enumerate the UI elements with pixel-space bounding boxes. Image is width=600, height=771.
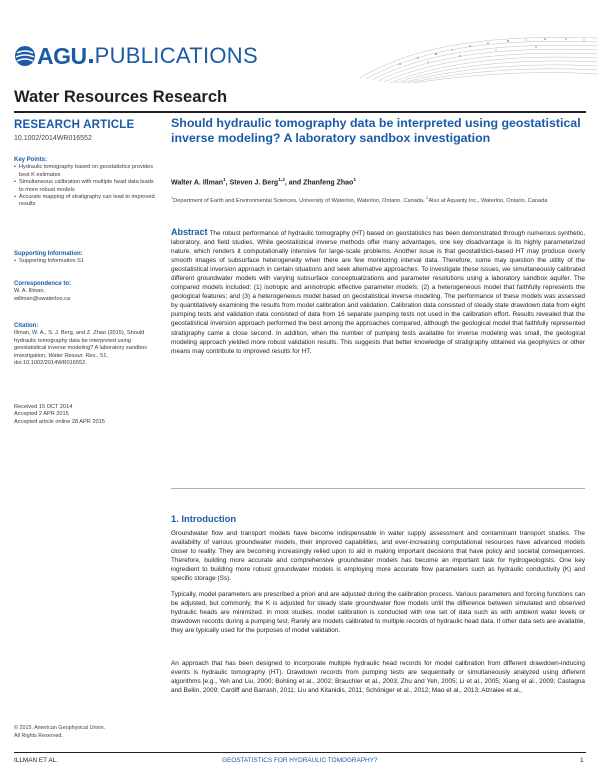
- author-affiliation-sup: 1,2: [278, 178, 285, 183]
- abstract: [171, 228, 585, 356]
- accepted-online-date: Accepted article online 28 APR 2015: [14, 418, 105, 425]
- supporting-info-block: [14, 251, 156, 266]
- citation-text-pre: Illman, W. A., S. J. Berg, and Z. Zhao (2015), Should hydraulic tomography data be interpreted using geostatistical inverse modeling? A laboratory sandbox investigation,: [14, 330, 148, 359]
- logo-publications-text: PUBLICATIONS: [94, 43, 258, 68]
- affiliation-text: Department of Earth and Environmental Sciences, University of Waterloo, Waterloo, Ontario, Canada,: [173, 197, 425, 204]
- citation-text: [14, 330, 156, 367]
- abstract-divider: [171, 488, 585, 489]
- dates-block: [14, 404, 156, 426]
- key-point: • Hydraulic tomography based on geostatistics provides best K estimates: [14, 164, 156, 179]
- supporting-info-list: [14, 258, 156, 265]
- supporting-info-heading: Supporting Information:: [14, 251, 83, 257]
- agu-globe-icon: [14, 45, 36, 67]
- citation-text-post: , 51, doi:10.1002/2014WR016552.: [14, 352, 108, 367]
- logo-dot: [89, 59, 93, 63]
- author-name: Zhanfeng Zhao: [303, 179, 354, 187]
- article-type-label: RESEARCH ARTICLE: [14, 119, 135, 131]
- agu-publications-logo[interactable]: [14, 42, 258, 70]
- page-number: 1: [580, 757, 584, 764]
- header-wave-graphic: [340, 28, 600, 84]
- abstract-text: The robust performance of hydraulic tomography (HT) based on geostatistics has been demonstrated through numerous synthetic, laboratory, and field studies. While geostatistical inverse methods offer many advantages, one key disadvantage is its highly parameterized nature, which renders it computationally intensive for large-scale problems. Another issue is that geostatistics-based HT may produce overly smooth images of subsurface heterogeneity when there are few monitoring interval data. Therefore, some may question the utility of the geostatistical inversion approach in certain situations and seek alternative approaches. To investigate these issues, we simultaneously calibrated different groundwater models with varying subsurface conceptualizations and parameter resolutions using a laboratory sandbox aquifer. The compared models included: (1) isotropic and anisotropic effective parameter models; (2) a heterogeneous model that faithfully represents the geological features; and (3) a heterogeneous model based on geostatistical inverse modeling. The performance of these models was assessed by quantitatively examining the results from model calibration and validation. Calibration data consisted of steady state drawdown data from eight pumping tests and validation data consisted of data from 16 separate pumping tests not used in the calibration effort. Results revealed that the geostatistical inversion approach performed the best among the approaches compared, although the geological model that faithfully represented stratigraphy came a close second. In addition, when the number of pumping tests available for inverse modeling was small, the geological modeling approach yielded more robust validation results. This suggests that better knowledge of stratigraphy obtained via geophysics or other means may contribute to improved results for HT.: [171, 230, 585, 355]
- footer-authors: ILLMAN ET AL.: [14, 757, 58, 764]
- affiliations: [171, 194, 583, 205]
- correspondence-email[interactable]: willman@uwaterloo.ca: [14, 295, 71, 302]
- footer-running-title: GEOSTATISTICS FOR HYDRAULIC TOMOGRAPHY?: [222, 757, 378, 764]
- affiliation-sup: 1: [171, 195, 174, 200]
- supporting-info-link[interactable]: • Supporting Information S1: [14, 258, 156, 265]
- author-list: [171, 178, 356, 186]
- affiliation-sup: 2: [426, 195, 429, 200]
- citation-journal: Water Resour. Res.: [48, 352, 98, 359]
- author-affiliation-sup: 1: [223, 178, 226, 183]
- citation-block: [14, 323, 156, 367]
- abstract-label: Abstract: [171, 227, 208, 237]
- footer-divider: [14, 752, 586, 753]
- key-points-heading: Key Points:: [14, 157, 48, 163]
- author-name: Steven J. Berg: [229, 179, 279, 187]
- citation-heading: Citation:: [14, 323, 39, 329]
- correspondence-name: W. A. Illman,: [14, 288, 46, 295]
- journal-title: Water Resources Research: [14, 88, 228, 106]
- affiliation-text: Also at Aquanty Inc., Waterloo, Ontario, Canada: [428, 197, 548, 204]
- author-separator: , and: [284, 179, 304, 187]
- logo-agu-text: AGU: [37, 42, 87, 69]
- copyright-line: All Rights Reserved.: [14, 732, 63, 739]
- correspondence-block: [14, 281, 156, 303]
- received-date: Received 15 OCT 2014: [14, 404, 73, 410]
- key-point: • Simultaneous calibration with multiple head data leads to more robust models: [14, 179, 156, 194]
- accepted-date: Accepted 2 APR 2015: [14, 411, 69, 418]
- header-divider: [14, 111, 586, 113]
- body-paragraph: Typically, model parameters are prescribed a priori and are adjusted during the calibration process. Various parameters and forcing functions can be adjusted, but commonly, the K is adjusted for steady state groundwater flow models until the difference between simulated and observed hydraulic heads are minimized. In most studies, model calibration is conducted with one set of data such as with ambient water levels or drawdown records during a pumping test. Rarely are models calibrated to multiple records of hydraulic head data. If other data sets are available, they are typically used for the purposes of model validation.: [171, 591, 585, 635]
- author-name: Walter A. Illman: [171, 179, 223, 187]
- copyright-line: © 2015. American Geophysical Union.: [14, 725, 106, 731]
- key-point: • Accurate mapping of stratigraphy can lead to improved results: [14, 194, 156, 209]
- body-paragraph: An approach that has been designed to incorporate multiple hydraulic head records for model calibration from different drawdown-inducing events is hydraulic tomography (HT). Drawdown records from pumping tests are sequentially or simultaneously analyzed using different algorithms [e.g., Yeh and Liu, 2000; Bohling et al., 2002; Brauchler et al., 2003; Zhu and Yeh, 2005; Li et al., 2005; Xiang et al., 2009; Castagna and Bellin, 2009; Cardiff and Barrash, 2011; Liu and Kitanidis, 2011; Schöniger et al., 2012; Mao et al., 2013; Alzraiee et al.,: [171, 660, 585, 695]
- body-paragraph: Groundwater flow and transport models have become indispensable in water supply assessment and contaminant transport studies. The availability of various groundwater models, their improved capabilities, and ever-increasing computational resources have advanced models closer to reality. They are becoming increasingly relied upon to aid in making important decisions that have policy and societal consequences. Therefore, building more accurate and comprehensive groundwater models has become an important task for hydrogeologists. One key ingredient to building more robust groundwater models is employing more accurate flow parameters such as hydraulic conductivity (K) and specific storage (Ss).: [171, 530, 585, 583]
- key-points-list: [14, 164, 156, 208]
- section-title: 1. Introduction: [171, 513, 237, 524]
- author-separator: ,: [225, 179, 230, 187]
- author-affiliation-sup: 1: [353, 178, 356, 183]
- copyright: [14, 725, 105, 740]
- key-points-block: [14, 157, 156, 209]
- paper-title: Should hydraulic tomography data be interpreted using geostatistical inverse modeling? A laboratory sandbox investigation: [171, 116, 581, 145]
- correspondence-heading: Correspondence to:: [14, 281, 72, 287]
- doi[interactable]: 10.1002/2014WR016552: [14, 135, 92, 142]
